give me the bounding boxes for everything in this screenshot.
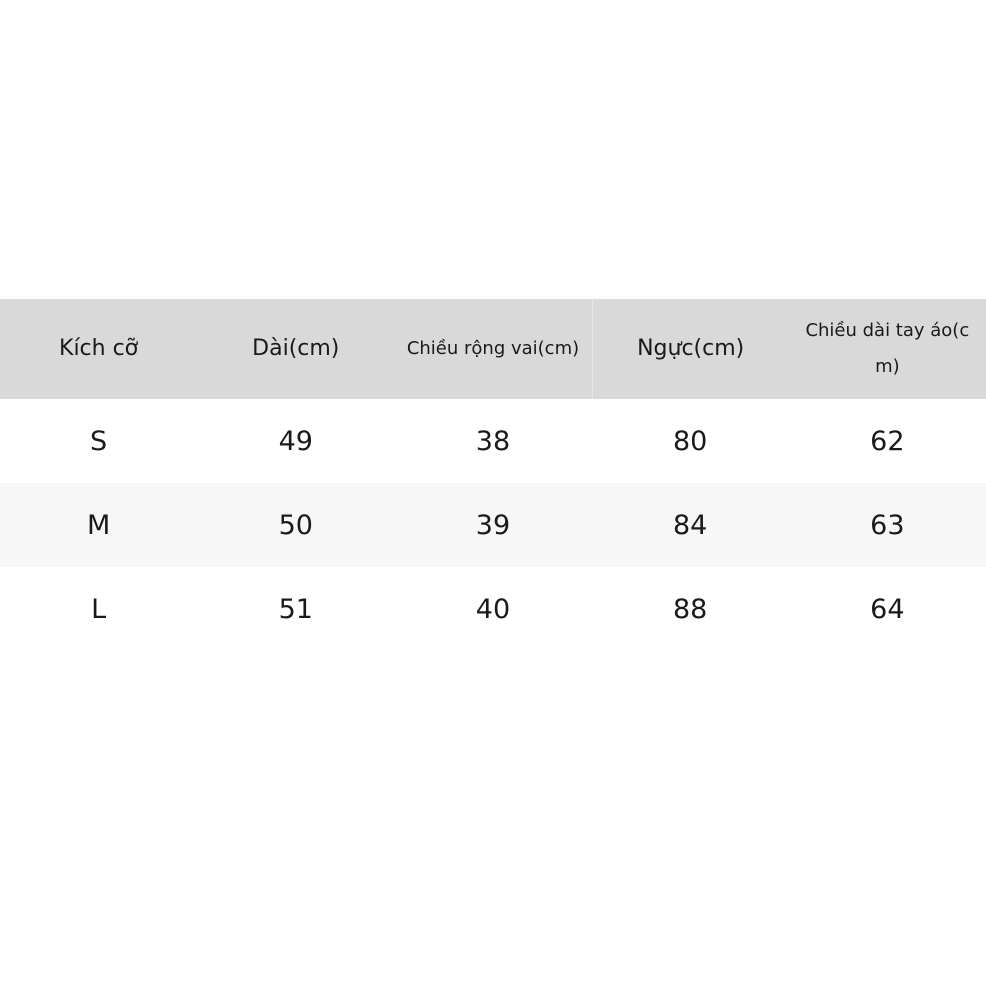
cell-chest: 80 bbox=[672, 425, 708, 457]
table-row bbox=[0, 399, 986, 483]
cell-sleeve-length: 64 bbox=[870, 593, 905, 625]
table-row bbox=[0, 483, 986, 567]
header-sleeve-length: Chiều dài tay áo(cm) bbox=[805, 320, 970, 377]
table-header-row bbox=[0, 299, 986, 399]
table-row bbox=[0, 567, 986, 651]
cell-shoulder-width: 40 bbox=[475, 593, 511, 625]
cell-length: 50 bbox=[278, 509, 313, 541]
cell-length: 49 bbox=[278, 425, 313, 457]
cell-length: 51 bbox=[278, 593, 313, 625]
header-size: Kích cỡ bbox=[59, 336, 139, 361]
header-chest: Ngực(cm) bbox=[592, 299, 789, 399]
cell-shoulder-width: 38 bbox=[475, 425, 511, 457]
header-length: Dài(cm) bbox=[252, 336, 340, 361]
cell-chest: 84 bbox=[672, 509, 708, 541]
cell-sleeve-length: 62 bbox=[870, 425, 905, 457]
cell-chest: 88 bbox=[672, 593, 708, 625]
size-chart-table bbox=[0, 299, 986, 651]
cell-shoulder-width: 39 bbox=[475, 509, 511, 541]
cell-size: S bbox=[90, 425, 108, 457]
cell-size: M bbox=[86, 509, 111, 541]
cell-size: L bbox=[91, 593, 107, 625]
header-shoulder-width: Chiều rộng vai(cm) bbox=[406, 338, 580, 359]
cell-sleeve-length: 63 bbox=[870, 509, 905, 541]
